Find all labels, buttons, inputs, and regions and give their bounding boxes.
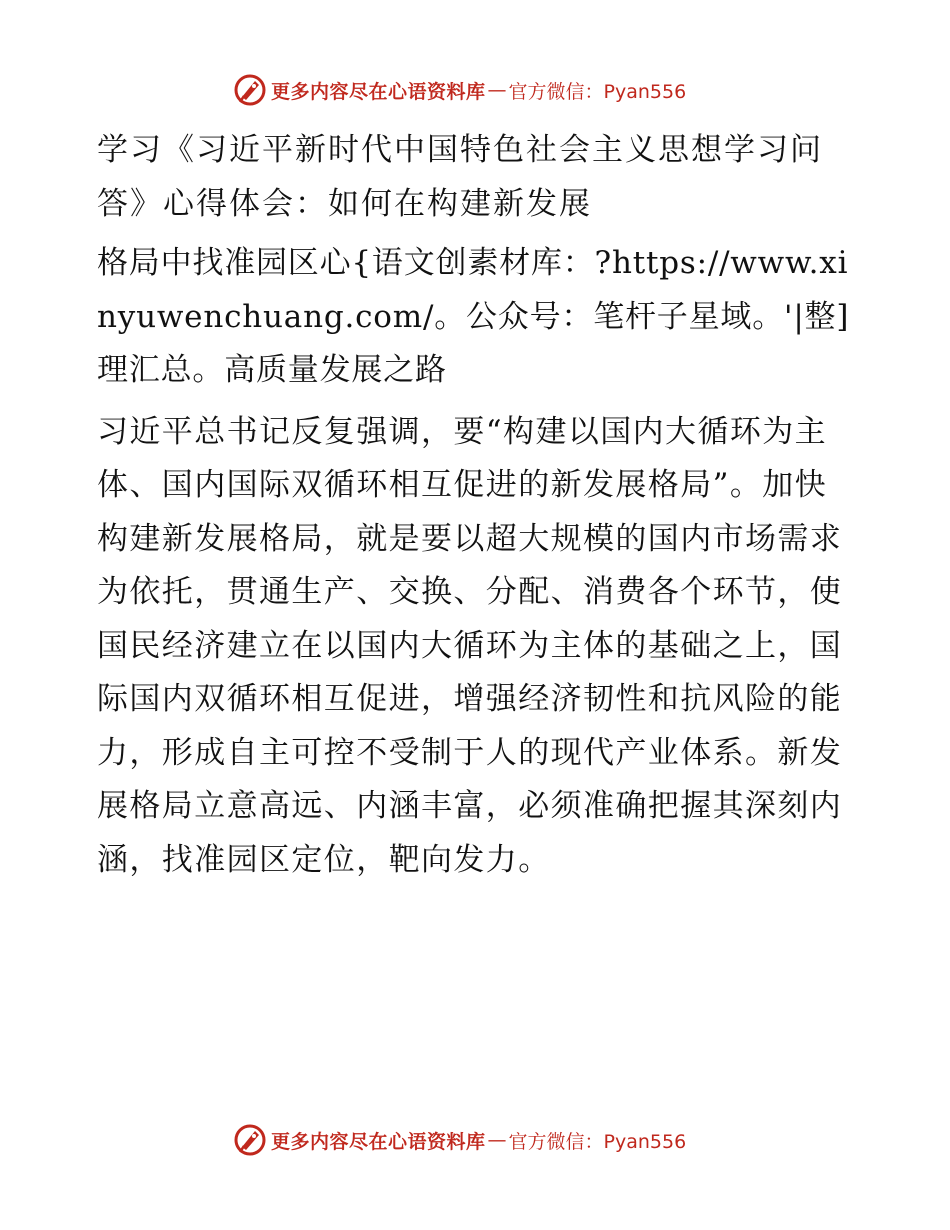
document-subtitle: 格局中找准园区心{语文创素材库：?https://www.xinyuwenchuang.com/。公众号：笔杆子星域。'|整]理汇总。高质量发展之路 [97,245,850,388]
footer-banner [233,1121,686,1159]
footer-site-text: 更多内容尽在心语资料库 [271,1130,486,1153]
pen-nib-logo-icon [233,1123,267,1157]
header-banner [233,71,686,109]
header-separator: — [487,79,507,101]
document-title: 学习《习近平新时代中国特色社会主义思想学习问答》心得体会：如何在构建新发展 [97,132,823,222]
footer-contact-text: 官方微信：Pyan556 [508,1130,687,1153]
pen-nib-logo-icon [233,73,267,107]
document-body-paragraph: 习近平总书记反复强调，要“构建以国内大循环为主体、国内国际双循环相互促进的新发展格局”。加快构建新发展格局，就是要以超大规模的国内市场需求为依托，贯通生产、交换、分配、消费各个环节，使国民经济建立在以国内大循环为主体的基础之上，国际国内双循环相互促进，增强经济韧性和抗风险的能力，形成自主可控不受制于人的现代产业体系。新发展格局立意高远、内涵丰富，必须准确把握其深刻内涵，找准园区定位，靶向发力。 [97,413,843,878]
footer-separator: — [487,1129,507,1151]
document-content [97,124,857,887]
header-contact-text: 官方微信：Pyan556 [508,80,687,103]
header-site-text: 更多内容尽在心语资料库 [271,80,486,103]
